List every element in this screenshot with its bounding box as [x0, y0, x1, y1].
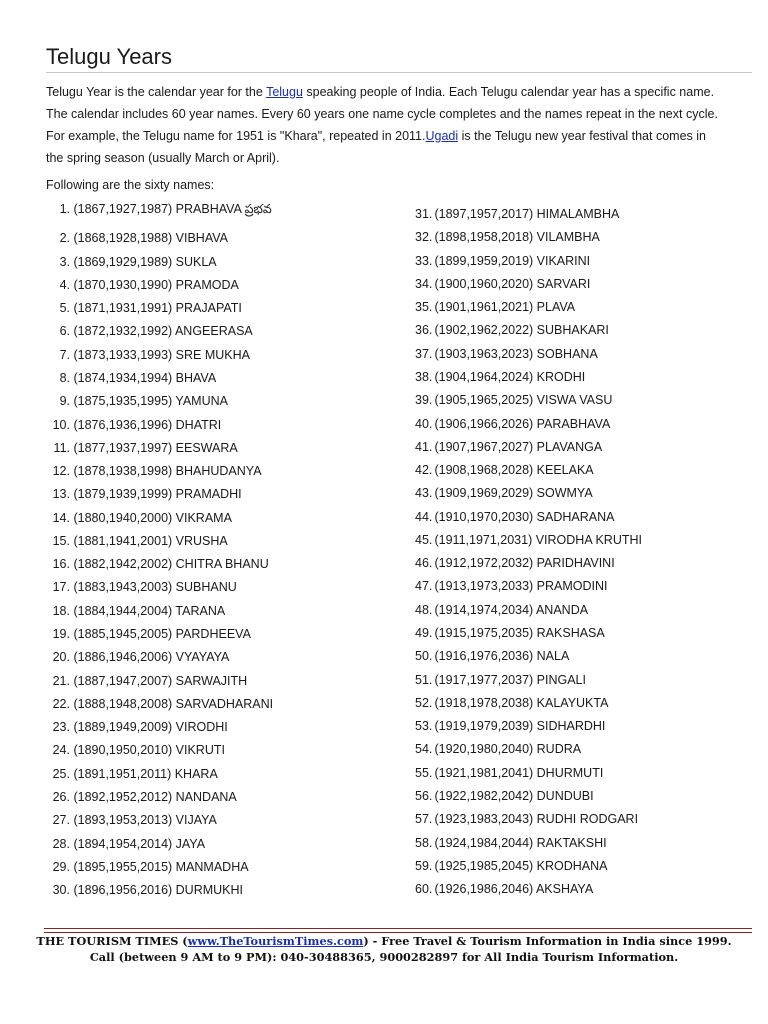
list-heading: Following are the sixty names:: [46, 178, 215, 192]
list-item-number: 13.: [52, 487, 70, 502]
list-item-text: (1910,1970,2030) SADHARANA: [434, 509, 615, 524]
list-item-text: (1904,1964,2024) KRODHI: [434, 369, 586, 384]
list-item: [415, 719, 605, 733]
list-item-text: (1881,1941,2001) VRUSHA: [73, 533, 228, 548]
list-item: [28, 813, 217, 827]
list-item-text: (1905,1965,2025) VISWA VASU: [434, 393, 613, 408]
list-item-number: 3.: [59, 254, 70, 269]
footer: [0, 933, 768, 965]
list-item: [28, 418, 221, 432]
list-item-text: (1925,1985,2045) KRODHANA: [434, 858, 608, 873]
list-item: [415, 789, 594, 803]
list-item-text: (1891,1951,2011) KHARA: [73, 766, 218, 781]
list-item-number: 36.: [415, 323, 433, 338]
list-item-text: (1886,1946,2006) VYAYAYA: [73, 650, 230, 665]
list-item: [28, 674, 247, 688]
list-item-text: (1899,1959,2019) VIKARINI: [434, 253, 591, 268]
list-item: [415, 463, 594, 477]
intro-text-3: is the Telugu new year festival that comes in the spring season (usually March or April).: [46, 129, 706, 165]
list-item-text: (1914,1974,2034) ANANDA: [434, 602, 589, 617]
list-item-text: (1883,1943,2003) SUBHANU: [73, 580, 237, 595]
list-item: [415, 417, 610, 431]
list-item-text: (1888,1948,2008) SARVADHARANI: [73, 696, 274, 711]
list-item-number: 32.: [415, 230, 433, 245]
list-item: [415, 812, 638, 826]
list-item: [28, 511, 232, 525]
list-item-number: 17.: [52, 580, 70, 595]
list-item-number: 34.: [415, 276, 433, 291]
list-item-text: (1902,1962,2022) SUBHAKARI: [434, 323, 609, 338]
list-item-number: 6.: [59, 324, 70, 339]
list-item-number: 24.: [52, 743, 70, 758]
list-item: [28, 720, 228, 734]
list-item-text: (1919,1979,2039) SIDHARDHI: [434, 719, 606, 734]
list-item: [415, 207, 619, 221]
list-item-text: (1900,1960,2020) SARVARI: [434, 276, 591, 291]
list-item: [415, 440, 602, 454]
list-item: [28, 324, 253, 338]
list-item-text: (1912,1972,2032) PARIDHAVINI: [434, 556, 615, 571]
list-item-number: 53.: [415, 719, 433, 734]
intro-text-2: speaking people of India. Each Telugu calendar year has a specific name. The calendar includes 60 year names. Every 60 years one name cycle completes and the names repeat in the next cycle. For example, the Telugu name for 1951 is "Khara", repeated in 2011.: [46, 85, 718, 143]
intro-text-1: Telugu Year is the calendar year for the: [46, 85, 267, 99]
list-item: [415, 347, 598, 361]
list-item-number: 60.: [415, 882, 433, 897]
list-item: [415, 510, 614, 524]
list-item-number: 14.: [52, 510, 70, 525]
list-item: [415, 742, 581, 756]
list-item-number: 25.: [52, 766, 70, 781]
list-item-number: 38.: [415, 369, 433, 384]
list-item-number: 9.: [59, 394, 70, 409]
list-item: [415, 673, 586, 687]
list-item-text: (1906,1966,2026) PARABHAVA: [434, 416, 611, 431]
list-item-text: (1885,1945,2005) PARDHEEVA: [73, 627, 251, 642]
list-item: [28, 790, 237, 804]
list-item-number: 37.: [415, 346, 433, 361]
list-item-text: (1917,1977,2037) PINGALI: [434, 672, 586, 687]
intro-paragraph: [46, 81, 726, 169]
list-item: [28, 743, 225, 757]
list-item-text: (1892,1952,2012) NANDANA: [73, 790, 237, 804]
list-item-number: 52.: [415, 695, 433, 710]
list-item-text: (1867,1927,1987) PRABHAVA ప్రభవ: [73, 202, 272, 216]
list-item: [415, 370, 585, 384]
list-item: [415, 603, 588, 617]
list-item: [415, 277, 590, 291]
list-item-text: (1878,1938,1998) BHAHUDANYA: [73, 464, 262, 479]
list-item-text: (1890,1950,2010) VIKRUTI: [73, 743, 225, 758]
list-item: [415, 486, 593, 500]
list-item-text: (1918,1978,2038) KALAYUKTA: [434, 695, 609, 710]
list-item: [28, 348, 250, 362]
list-item-text: (1903,1963,2023) SOBHANA: [434, 346, 598, 361]
list-item-number: 45.: [415, 532, 433, 547]
list-item-number: 42.: [415, 463, 433, 478]
list-item-number: 12.: [52, 464, 70, 479]
list-item-number: 18.: [52, 603, 70, 618]
list-item: [28, 394, 228, 408]
list-item-number: 11.: [53, 440, 70, 455]
list-item: [415, 696, 608, 710]
list-item-number: 19.: [52, 627, 70, 642]
list-item-number: 27.: [52, 813, 70, 828]
list-item: [415, 393, 612, 407]
list-item-number: 28.: [52, 836, 70, 851]
list-item: [28, 697, 273, 711]
footer-line-2: Call (between 9 AM to 9 PM): 040-30488365, 9000282897 for All India Tourism Information.: [89, 950, 679, 964]
list-item: [28, 534, 228, 548]
list-item-number: 49.: [415, 626, 433, 641]
list-item-number: 15.: [52, 533, 70, 548]
list-item-text: (1879,1939,1999) PRAMADHI: [73, 487, 242, 502]
list-item-number: 39.: [415, 393, 433, 408]
list-item: [28, 767, 218, 781]
list-item-text: (1921,1981,2041) DHURMUTI: [434, 765, 604, 780]
list-item-text: (1908,1968,2028) KEELAKA: [434, 463, 594, 478]
footer-brand: THE TOURISM TIMES (: [36, 934, 188, 948]
list-item-number: 16.: [52, 557, 70, 572]
list-item: [415, 254, 590, 268]
list-item-text: (1871,1931,1991) PRAJAPATI: [73, 301, 242, 316]
list-item-number: 56.: [415, 789, 433, 803]
list-item-text: (1887,1947,2007) SARWAJITH: [73, 673, 248, 688]
list-item-text: (1884,1944,2004) TARANA: [73, 603, 226, 618]
list-item-text: (1924,1984,2044) RAKTAKSHI: [434, 835, 607, 850]
list-item: [415, 649, 569, 663]
list-item-text: (1907,1967,2027) PLAVANGA: [434, 439, 603, 454]
list-item: [28, 650, 229, 664]
list-item: [415, 836, 607, 850]
list-item: [415, 556, 615, 570]
ugadi-link[interactable]: Ugadi: [425, 129, 459, 143]
list-item-text: (1877,1937,1997) EESWARA: [73, 440, 238, 455]
list-item-text: (1898,1958,2018) VILAMBHA: [434, 230, 600, 245]
list-item-text: (1901,1961,2021) PLAVA: [434, 300, 576, 315]
list-item-text: (1869,1929,1989) SUKLA: [73, 254, 217, 269]
footer-tagline: ) - Free Travel & Tourism Information in India since 1999.: [363, 934, 732, 948]
list-item: [28, 441, 238, 455]
list-item: [28, 883, 243, 897]
list-item-text: (1896,1956,2016) DURMUKHI: [73, 883, 244, 898]
list-item-number: 2.: [59, 231, 70, 246]
page-title: Telugu Years: [46, 44, 172, 69]
list-item-text: (1882,1942,2002) CHITRA BHANU: [73, 557, 269, 572]
list-item-number: 1.: [59, 202, 70, 216]
list-item-text: (1916,1976,2036) NALA: [434, 649, 570, 664]
list-item-text: (1895,1955,2015) MANMADHA: [73, 859, 249, 874]
list-item: [415, 230, 600, 244]
list-item-number: 30.: [52, 883, 70, 898]
list-item: [415, 882, 593, 896]
list-item-text: (1915,1975,2035) RAKSHASA: [434, 626, 605, 641]
list-item-text: (1868,1928,1988) VIBHAVA: [73, 231, 228, 246]
list-item-number: 23.: [52, 720, 70, 735]
list-item: [28, 371, 216, 385]
list-item-text: (1880,1940,2000) VIKRAMA: [73, 510, 232, 525]
list-item: [28, 580, 237, 594]
list-item-number: 58.: [415, 835, 433, 850]
list-item-text: (1875,1935,1995) YAMUNA: [73, 394, 228, 409]
list-item: [415, 766, 603, 780]
list-item-number: 21.: [52, 673, 70, 688]
list-item-number: 55.: [415, 765, 433, 780]
list-item-number: 51.: [415, 672, 433, 687]
list-item-number: 5.: [59, 301, 70, 316]
list-item: [28, 464, 262, 478]
list-item: [28, 202, 272, 220]
list-item-number: 40.: [415, 416, 433, 431]
list-item-number: 59.: [415, 858, 433, 873]
list-item: [415, 859, 608, 873]
list-item-text: (1872,1932,1992) ANGEERASA: [73, 324, 253, 339]
list-item-text: (1897,1957,2017) HIMALAMBHA: [434, 207, 620, 221]
list-item-number: 44.: [415, 509, 433, 524]
list-item-text: (1920,1980,2040) RUDRA: [434, 742, 582, 757]
list-item-text: (1926,1986,2046) AKSHAYA: [434, 882, 594, 897]
list-item-number: 10.: [52, 417, 70, 432]
list-item: [28, 301, 242, 315]
list-item: [415, 300, 575, 314]
list-item-text: (1911,1971,2031) VIRODHA KRUTHI: [434, 532, 642, 547]
list-item-text: (1923,1983,2043) RUDHI RODGARI: [434, 812, 639, 827]
list-item-number: 57.: [415, 812, 433, 827]
list-item-text: (1894,1954,2014) JAYA: [73, 836, 206, 851]
list-item-number: 46.: [415, 556, 433, 571]
list-item: [28, 231, 228, 245]
list-item-number: 26.: [52, 790, 70, 804]
list-item-number: 50.: [415, 649, 433, 664]
list-item-text: (1889,1949,2009) VIRODHI: [73, 720, 228, 735]
list-item-number: 43.: [415, 486, 433, 501]
list-item: [415, 626, 605, 640]
list-item-text: (1874,1934,1994) BHAVA: [73, 370, 217, 385]
list-item-number: 48.: [415, 602, 433, 617]
list-item-number: 4.: [59, 277, 70, 292]
list-item: [28, 604, 225, 618]
list-item-number: 54.: [415, 742, 433, 757]
list-item-text: (1922,1982,2042) DUNDUBI: [434, 789, 594, 803]
list-item-text: (1870,1930,1990) PRAMODA: [73, 277, 239, 292]
list-item: [28, 557, 269, 571]
footer-line-1: [0, 933, 768, 949]
telugu-link[interactable]: Telugu: [266, 85, 303, 99]
list-item: [28, 487, 242, 501]
title-divider: [46, 72, 752, 73]
list-item: [415, 533, 642, 547]
list-item: [415, 579, 608, 593]
list-item-number: 7.: [59, 347, 70, 362]
list-item: [28, 860, 249, 874]
list-item-text: (1909,1969,2029) SOWMYA: [434, 486, 593, 501]
list-item-text: (1873,1933,1993) SRE MUKHA: [73, 347, 250, 362]
list-item-number: 33.: [415, 253, 433, 268]
list-item: [28, 627, 251, 641]
list-item: [28, 255, 217, 269]
list-item-number: 47.: [415, 579, 433, 594]
list-item-number: 20.: [52, 650, 70, 665]
list-item-text: (1893,1953,2013) VIJAYA: [73, 813, 217, 828]
list-item: [28, 278, 239, 292]
list-item-text: (1876,1936,1996) DHATRI: [73, 417, 222, 432]
list-item: [415, 323, 609, 337]
list-item-text: (1913,1973,2033) PRAMODINI: [434, 579, 608, 594]
website-link[interactable]: www.TheTourismTimes.com: [187, 934, 364, 948]
list-item-number: 41.: [415, 439, 433, 454]
list-item-number: 31.: [415, 207, 433, 221]
list-item: [28, 837, 205, 851]
list-item-number: 35.: [415, 300, 433, 315]
list-item-number: 29.: [52, 859, 70, 874]
list-item-number: 22.: [52, 696, 70, 711]
list-item-number: 8.: [59, 370, 70, 385]
